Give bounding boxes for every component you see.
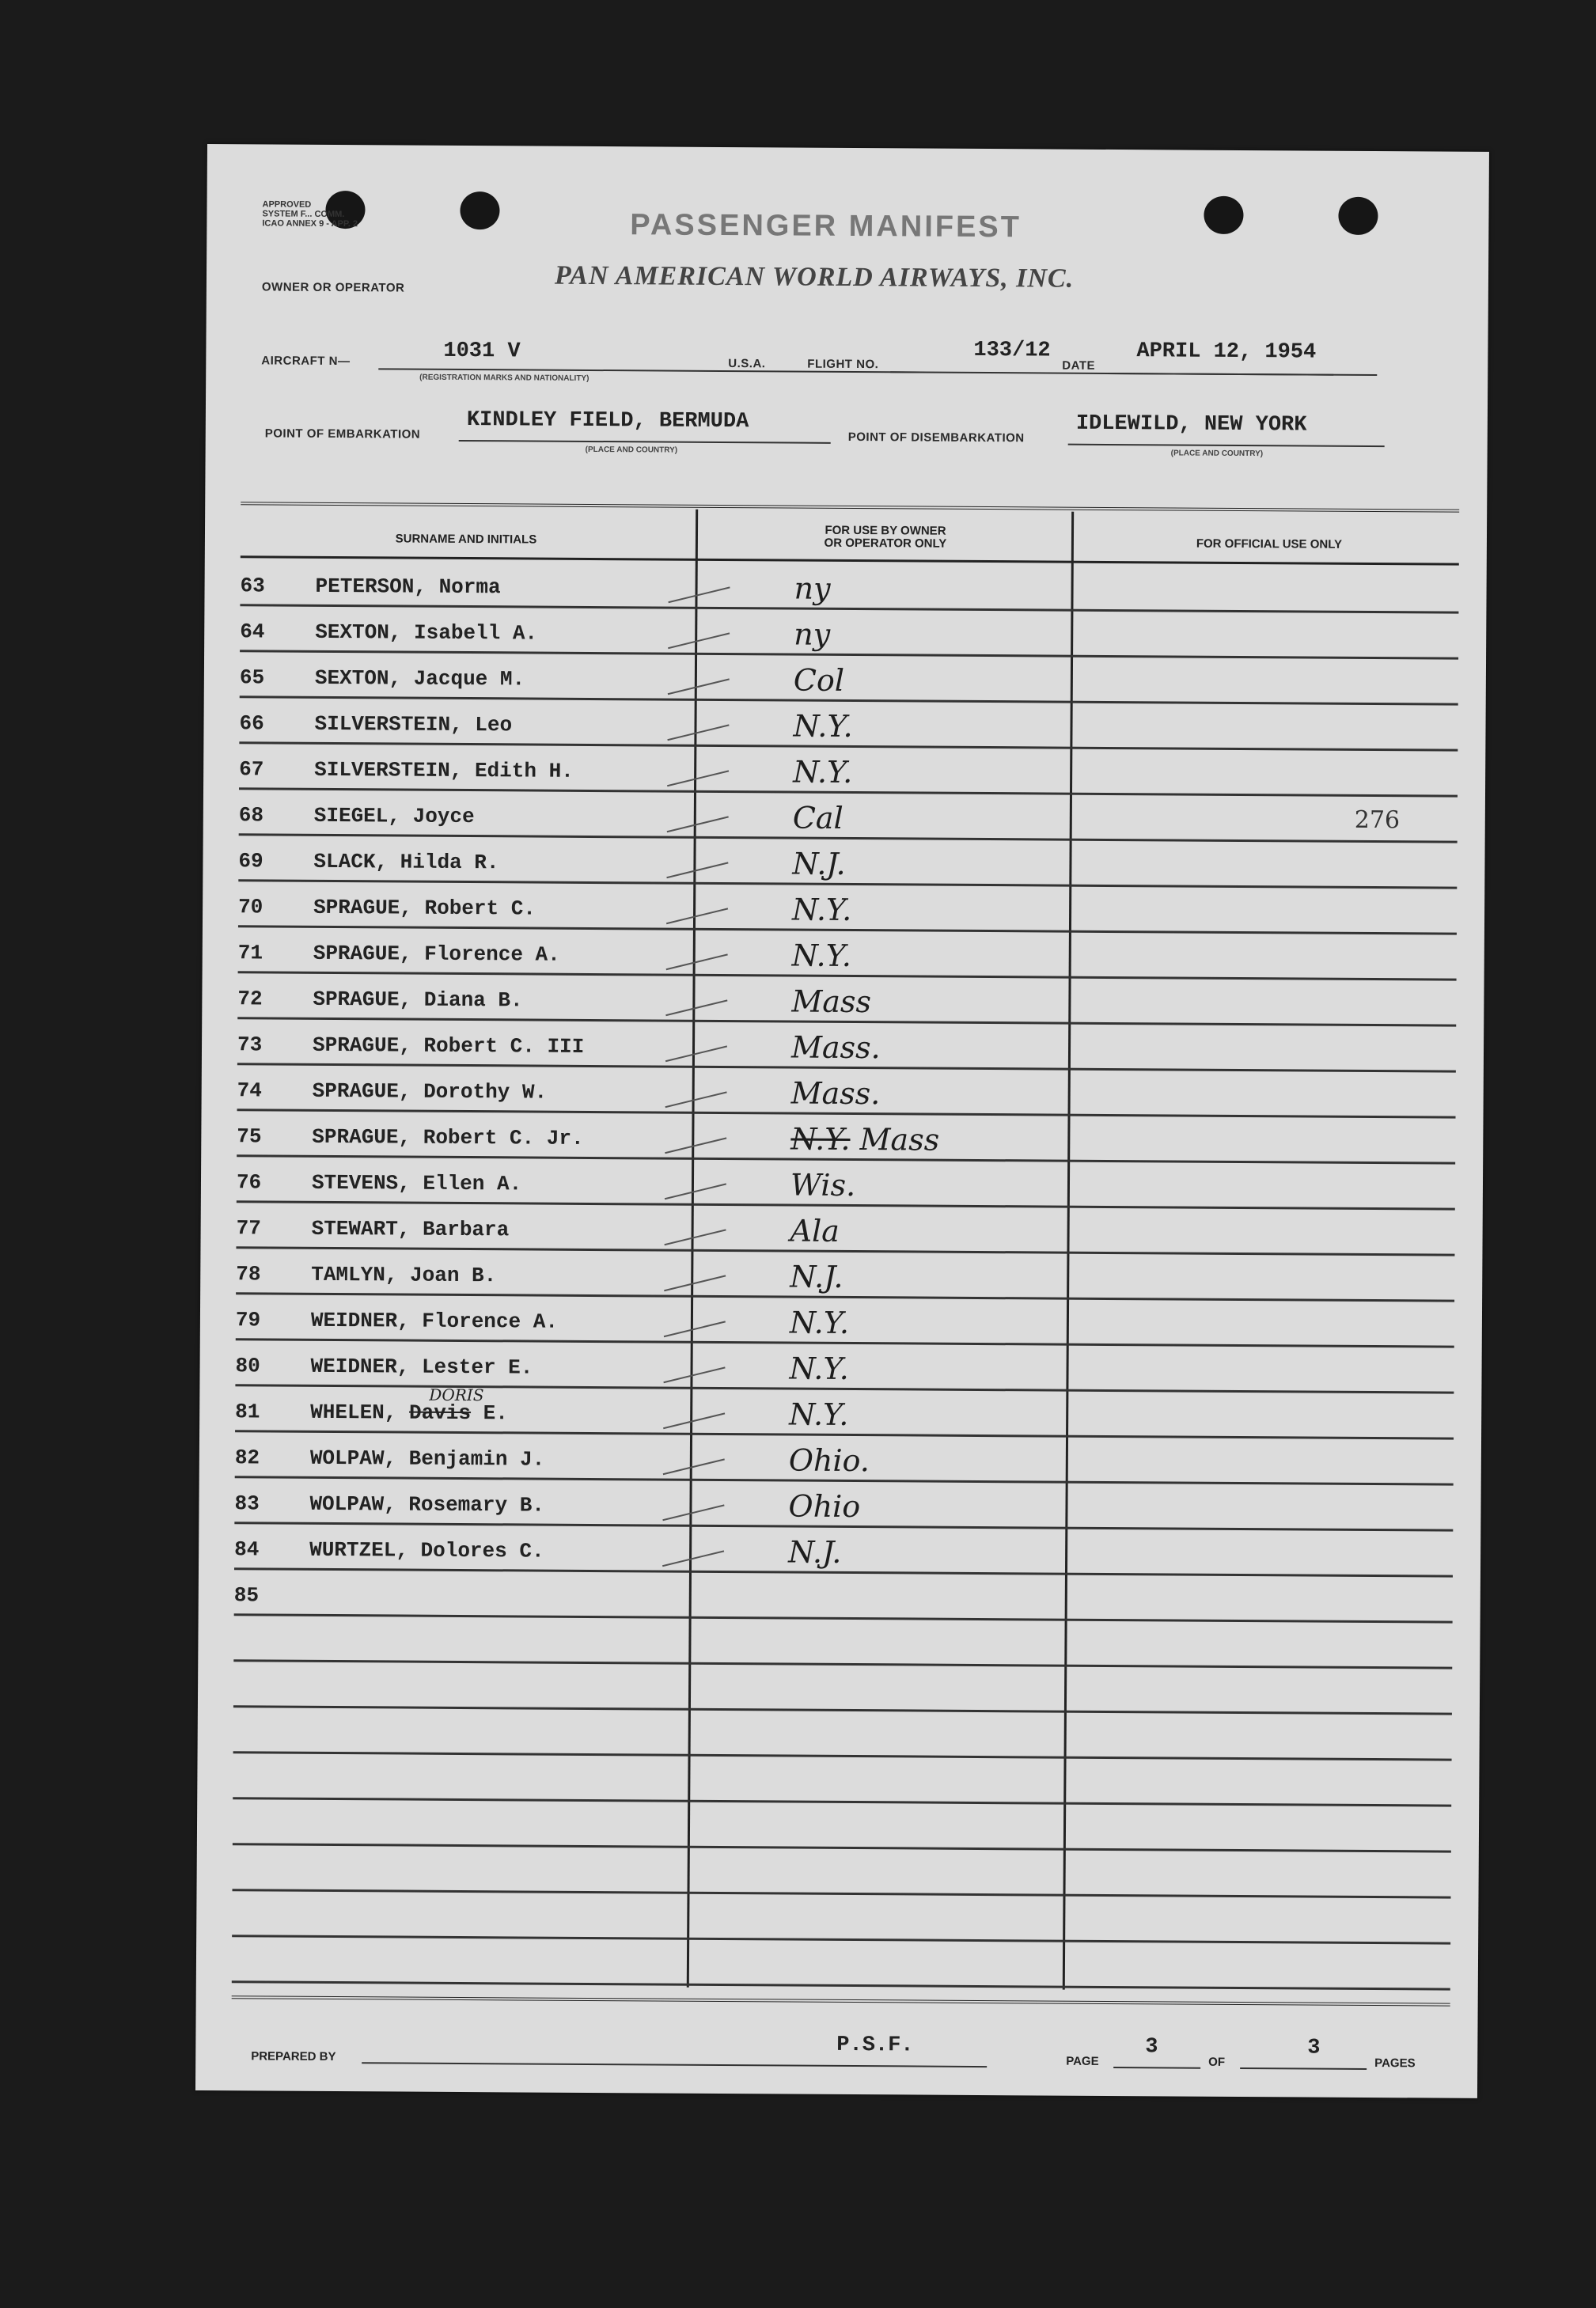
passenger-name: STEWART, Barbara	[311, 1216, 510, 1242]
passenger-name: SILVERSTEIN, Leo	[314, 711, 513, 737]
passenger-name: WOLPAW, Benjamin J.	[309, 1446, 545, 1472]
aircraft-sublabel: (REGISTRATION MARKS AND NATIONALITY)	[419, 373, 589, 383]
flight-date: APRIL 12, 1954	[1136, 339, 1317, 365]
row-number: 70	[238, 895, 263, 919]
passenger-name: SPRAGUE, Robert C. III	[312, 1033, 585, 1059]
passenger-name: TAMLYN, Joan B.	[311, 1262, 497, 1288]
state-handwritten: N.Y.	[793, 708, 853, 744]
state-handwritten: N.Y.	[791, 938, 852, 973]
check-mark	[664, 1229, 726, 1245]
row-number: 68	[238, 803, 264, 828]
passenger-name: SPRAGUE, Florence A.	[313, 941, 560, 967]
disembark-line	[1068, 444, 1385, 447]
handwritten-correction: DORIS	[429, 1385, 484, 1405]
row-number: 63	[240, 574, 265, 598]
passenger-name: SPRAGUE, Dorothy W.	[312, 1078, 548, 1105]
check-mark	[663, 1458, 725, 1475]
state-handwritten: Ohio.	[788, 1442, 870, 1479]
passenger-name: WURTZEL, Dolores C.	[309, 1537, 544, 1563]
row-number: 78	[236, 1262, 261, 1287]
flight-number: 133/12	[973, 338, 1051, 363]
check-mark	[667, 724, 729, 741]
aircraft-value: 1031 V	[443, 339, 521, 364]
check-mark	[665, 1045, 727, 1062]
check-mark	[663, 1366, 725, 1383]
state-handwritten: N.Y.	[789, 1397, 849, 1432]
check-mark	[665, 999, 727, 1016]
passenger-name: WEIDNER, Lester E.	[310, 1354, 533, 1380]
state-handwritten: N.Y.	[789, 1305, 850, 1340]
state-handwritten: Wis.	[790, 1167, 856, 1203]
struck-given-name: Davis	[408, 1400, 472, 1426]
page-line	[1113, 2067, 1200, 2069]
row-number: 81	[235, 1400, 260, 1424]
punch-hole	[460, 191, 499, 229]
state-handwritten: Ala	[790, 1213, 840, 1249]
aircraft-label: AIRCRAFT N—	[261, 354, 351, 369]
date-label: DATE	[1062, 358, 1096, 373]
passenger-name: SPRAGUE, Diana B.	[313, 987, 523, 1013]
state-handwritten: ny	[794, 570, 831, 606]
row-number: 77	[236, 1216, 261, 1241]
check-mark	[663, 1412, 725, 1429]
passenger-name: WOLPAW, Rosemary B.	[309, 1491, 545, 1518]
manifest-sheet	[195, 144, 1489, 2098]
flight-label: FLIGHT NO.	[807, 357, 879, 372]
check-mark	[664, 1321, 726, 1337]
owner-label: OWNER OR OPERATOR	[261, 280, 405, 295]
row-number: 83	[234, 1491, 260, 1516]
embarkation-label: POINT OF EMBARKATION	[264, 426, 421, 442]
state-handwritten: N.J.	[788, 1534, 842, 1570]
prepared-by-label: PREPARED BY	[251, 2049, 336, 2064]
state-handwritten: Mass	[791, 983, 872, 1020]
row-number: 73	[237, 1033, 263, 1057]
check-mark	[662, 1504, 724, 1521]
row-number: 67	[239, 757, 264, 782]
state-handwritten: N.Y.	[793, 754, 853, 790]
passenger-name: SPRAGUE, Robert C. Jr.	[312, 1124, 584, 1150]
disembark-sublabel: (PLACE AND COUNTRY)	[1170, 449, 1264, 459]
passenger-name: SEXTON, Jacque M.	[314, 665, 525, 692]
page-number: 3	[1145, 2035, 1158, 2060]
row-number: 66	[239, 711, 264, 736]
state-handwritten	[790, 1122, 939, 1158]
check-mark	[667, 770, 729, 786]
check-mark	[666, 862, 728, 878]
passenger-name: SILVERSTEIN, Edith H.	[314, 757, 574, 783]
disembarkation-label: POINT OF DISEMBARKATION	[847, 430, 1025, 445]
disembarkation-value: IDLEWILD, NEW YORK	[1075, 411, 1307, 438]
prepared-line	[362, 2062, 987, 2067]
row-number: 64	[240, 620, 265, 644]
check-mark	[667, 816, 729, 832]
header-owner-use: FOR USE BY OWNER OR OPERATOR ONLY	[824, 523, 947, 551]
date-line	[1108, 373, 1377, 376]
check-mark	[668, 632, 730, 649]
passenger-name: SEXTON, Isabell A.	[315, 620, 538, 646]
passenger-name: SLACK, Hilda R.	[313, 849, 499, 875]
check-mark	[664, 1275, 726, 1291]
row-number: 82	[234, 1446, 260, 1470]
total-pages: 3	[1307, 2036, 1321, 2060]
row-number: 84	[234, 1537, 260, 1562]
check-mark	[662, 1550, 724, 1567]
row-number: 80	[235, 1354, 260, 1378]
check-mark	[668, 586, 730, 603]
check-mark	[665, 1091, 727, 1108]
state-correction: Mass	[859, 1122, 940, 1158]
embark-line	[459, 440, 831, 444]
row-number: 74	[237, 1078, 263, 1103]
state-handwritten: Ohio	[788, 1488, 861, 1525]
state-handwritten: Mass.	[790, 1075, 881, 1112]
official-entry: 276	[1354, 805, 1401, 835]
check-mark	[666, 953, 728, 970]
header-surname: SURNAME AND INITIALS	[395, 532, 537, 547]
state-handwritten: Col	[793, 662, 845, 698]
approval-note: APPROVED SYSTEM F... COMM. ICAO ANNEX 9 - APP. 2	[262, 199, 358, 229]
row-number: 79	[235, 1308, 261, 1332]
state-handwritten: Cal	[792, 800, 843, 836]
check-mark	[666, 908, 728, 924]
passenger-name: WEIDNER, Florence A.	[310, 1308, 559, 1334]
row-number: 75	[237, 1124, 262, 1149]
check-mark	[668, 678, 730, 695]
table-top-rule	[241, 502, 1459, 512]
table-bottom-rule	[232, 1995, 1450, 2006]
pages-line	[1240, 2067, 1367, 2070]
page-label: PAGE	[1066, 2054, 1099, 2068]
punch-hole	[1204, 196, 1243, 234]
row-number: 72	[237, 987, 263, 1011]
header-official-use: FOR OFFICIAL USE ONLY	[1196, 536, 1343, 551]
state-handwritten: N.J.	[790, 1259, 843, 1294]
passenger-name: SIEGEL, Joyce	[313, 803, 475, 829]
state-handwritten: N.Y.	[791, 892, 852, 927]
row-number: 65	[239, 665, 265, 690]
punch-hole	[1338, 197, 1378, 235]
row-number: 76	[236, 1170, 262, 1195]
state-handwritten: ny	[794, 616, 831, 652]
empty-row	[232, 1935, 1450, 1990]
pages-label: PAGES	[1374, 2056, 1416, 2071]
check-mark	[665, 1183, 726, 1199]
passenger-name: SPRAGUE, Robert C.	[313, 895, 536, 921]
struck-entry: N.Y.	[790, 1121, 851, 1157]
passenger-name: WHELEN, Davis E. DORIS	[310, 1385, 508, 1426]
state-handwritten: N.Y.	[789, 1351, 849, 1386]
row-number: 85	[233, 1583, 260, 1608]
passenger-name: STEVENS, Ellen A.	[311, 1170, 522, 1196]
usa-label: U.S.A.	[728, 357, 766, 371]
airline-name: PAN AMERICAN WORLD AIRWAYS, INC.	[554, 260, 1075, 294]
state-handwritten: N.J.	[792, 846, 846, 881]
embarkation-value: KINDLEY FIELD, BERMUDA	[466, 408, 749, 434]
prepared-by-value: P.S.F.	[836, 2033, 914, 2058]
form-title: PASSENGER MANIFEST	[630, 208, 1022, 244]
state-handwritten: Mass.	[790, 1029, 881, 1066]
row-number: 71	[237, 941, 263, 965]
passenger-name: PETERSON, Norma	[315, 574, 501, 600]
row-number: 69	[238, 849, 263, 874]
embark-sublabel: (PLACE AND COUNTRY)	[585, 445, 678, 455]
of-label: OF	[1208, 2055, 1226, 2069]
check-mark	[665, 1137, 726, 1154]
